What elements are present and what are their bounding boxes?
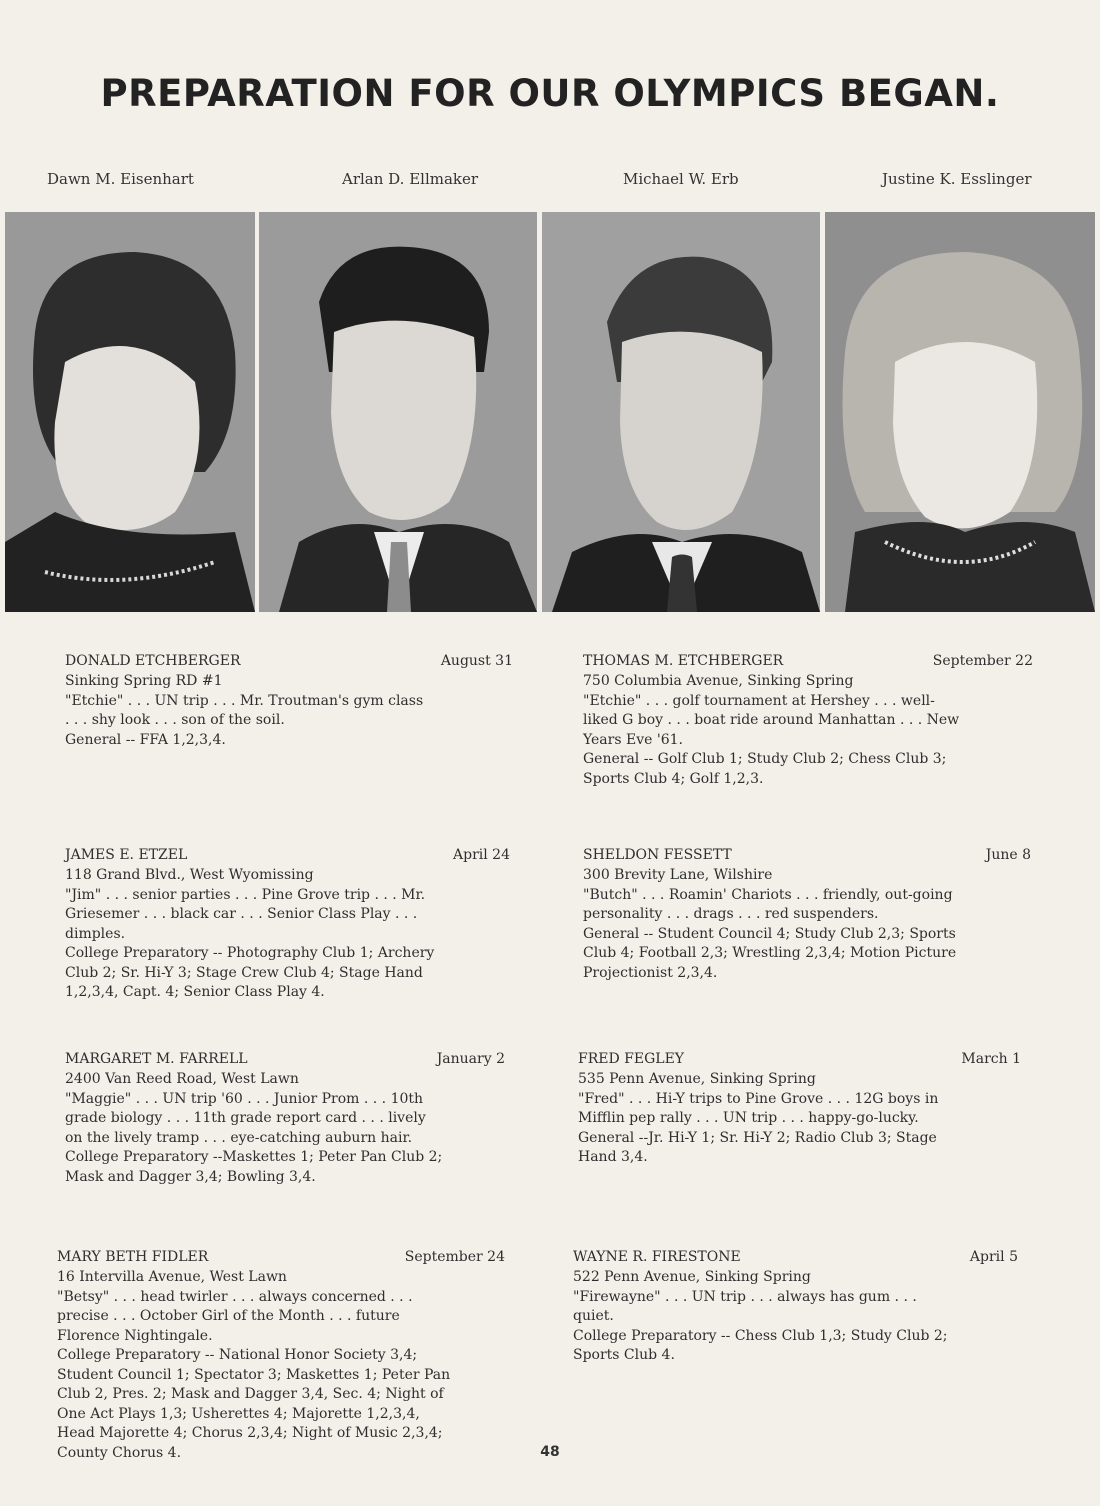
- bio-line: 522 Penn Avenue, Sinking Spring: [573, 1269, 811, 1285]
- bio-line: General --Jr. Hi-Y 1; Sr. Hi-Y 2; Radio Club 3; Stage: [578, 1129, 937, 1146]
- bio-line: College Preparatory -- Chess Club 1,3; Study Club 2;: [573, 1327, 948, 1344]
- bio-entry-right-4: [573, 1248, 1018, 1366]
- bio-line: Projectionist 2,3,4.: [583, 964, 718, 981]
- bio-line: Club 2; Sr. Hi-Y 3; Stage Crew Club 4; Stage Hand: [65, 964, 423, 981]
- bio-line: College Preparatory --Maskettes 1; Peter Pan Club 2;: [65, 1149, 443, 1165]
- bio-line: Club 4; Football 2,3; Wrestling 2,3,4; Motion Picture: [583, 945, 957, 961]
- bio-line: 118 Grand Blvd., West Wyomissing: [65, 867, 314, 883]
- bio-line: College Preparatory -- National Honor Society 3,4;: [57, 1347, 418, 1363]
- bio-date: April 5: [969, 1249, 1018, 1265]
- bio-line: "Fred" . . . Hi-Y trips to Pine Grove . . . 12G boys in: [578, 1090, 939, 1107]
- bio-line: "Jim" . . . senior parties . . . Pine Grove trip . . . Mr.: [65, 886, 426, 903]
- portrait-photo-2: [259, 212, 537, 612]
- bio-name: DONALD ETCHBERGER: [65, 653, 241, 669]
- bio-line: 2400 Van Reed Road, West Lawn: [65, 1071, 299, 1087]
- bio-entry-right-2: [583, 846, 1031, 983]
- bio-line: County Chorus 4.: [57, 1444, 182, 1461]
- bio-line: One Act Plays 1,3; Usherettes 4; Majorette 1,2,3,4,: [57, 1405, 420, 1422]
- portrait-photo-3: [542, 212, 820, 612]
- portrait-photo-1: [5, 212, 255, 612]
- bio-line: Mask and Dagger 3,4; Bowling 3,4.: [65, 1168, 316, 1185]
- bio-line: 300 Brevity Lane, Wilshire: [583, 867, 773, 883]
- bio-line: College Preparatory -- Photography Club 1; Archery: [65, 945, 435, 961]
- bio-line: "Firewayne" . . . UN trip . . . always has gum . . .: [573, 1288, 917, 1305]
- bio-line: dimples.: [65, 925, 126, 942]
- bio-date: April 24: [453, 847, 510, 863]
- bio-line: quiet.: [573, 1308, 614, 1324]
- bio-name: JAMES E. ETZEL: [65, 847, 188, 863]
- bio-entry-left-3: [65, 1050, 505, 1187]
- bio-line: "Maggie" . . . UN trip '60 . . . Junior Prom . . . 10th: [65, 1090, 424, 1107]
- bio-name: FRED FEGLEY: [578, 1051, 685, 1067]
- portrait-name-3: Michael W. Erb: [623, 170, 739, 188]
- bio-entry-left-2: [65, 846, 510, 1003]
- bio-line: Sports Club 4; Golf 1,2,3.: [583, 770, 764, 787]
- bio-entry-right-3: [578, 1050, 1021, 1168]
- bio-line: personality . . . drags . . . red suspenders.: [583, 906, 879, 922]
- bio-line: . . . shy look . . . son of the soil.: [65, 712, 285, 728]
- portrait-row: [0, 212, 1100, 612]
- bio-line: 535 Penn Avenue, Sinking Spring: [578, 1071, 816, 1087]
- page-number: 48: [540, 1444, 560, 1460]
- portrait-name-4: Justine K. Esslinger: [882, 170, 1032, 188]
- bio-date: March 1: [961, 1051, 1021, 1067]
- bio-name: MARY BETH FIDLER: [57, 1249, 209, 1265]
- bio-line: General -- Student Council 4; Study Club 2,3; Sports: [583, 925, 956, 942]
- bio-line: on the lively tramp . . . eye-catching auburn hair.: [65, 1129, 413, 1146]
- bio-line: Sinking Spring RD #1: [65, 673, 223, 689]
- bio-name: WAYNE R. FIRESTONE: [573, 1249, 741, 1265]
- portrait-name-1: Dawn M. Eisenhart: [47, 170, 194, 188]
- bio-line: Head Majorette 4; Chorus 2,3,4; Night of Music 2,3,4;: [57, 1425, 443, 1441]
- portrait-names: [0, 170, 1100, 192]
- bio-entry-left-4: [57, 1248, 505, 1463]
- bio-entry-right-1: [583, 652, 1033, 789]
- bio-entry-left-1: [65, 652, 513, 750]
- bio-line: Hand 3,4.: [578, 1149, 648, 1165]
- bio-line: General -- Golf Club 1; Study Club 2; Chess Club 3;: [583, 751, 947, 767]
- bio-line: Years Eve '61.: [583, 731, 683, 748]
- bio-date: August 31: [440, 653, 513, 669]
- bio-line: precise . . . October Girl of the Month . . . future: [57, 1308, 400, 1324]
- bio-line: "Etchie" . . . golf tournament at Hershey . . . well-: [583, 692, 935, 709]
- bio-line: Griesemer . . . black car . . . Senior Class Play . . .: [65, 906, 418, 922]
- bio-line: 16 Intervilla Avenue, West Lawn: [57, 1269, 287, 1285]
- bio-date: June 8: [985, 847, 1031, 863]
- bio-name: SHELDON FESSETT: [583, 847, 732, 863]
- bio-line: "Butch" . . . Roamin' Chariots . . . friendly, out-going: [583, 886, 953, 903]
- bio-line: liked G boy . . . boat ride around Manhattan . . . New: [583, 712, 960, 728]
- bio-line: Mifflin pep rally . . . UN trip . . . happy-go-lucky.: [578, 1110, 919, 1126]
- bio-line: General -- FFA 1,2,3,4.: [65, 731, 226, 748]
- portrait-photo-4: [825, 212, 1095, 612]
- bio-line: "Etchie" . . . UN trip . . . Mr. Troutman's gym class: [65, 692, 424, 709]
- portrait-name-2: Arlan D. Ellmaker: [342, 170, 479, 188]
- page-title: PREPARATION FOR OUR OLYMPICS BEGAN.: [100, 72, 1000, 115]
- bio-line: grade biology . . . 11th grade report card . . . lively: [65, 1110, 426, 1126]
- bio-name: THOMAS M. ETCHBERGER: [583, 653, 784, 669]
- bio-line: Student Council 1; Spectator 3; Maskettes 1; Peter Pan: [57, 1366, 451, 1383]
- bio-line: Florence Nightingale.: [57, 1327, 213, 1344]
- bio-line: 750 Columbia Avenue, Sinking Spring: [583, 673, 854, 689]
- bio-line: "Betsy" . . . head twirler . . . always concerned . . .: [57, 1288, 413, 1305]
- bio-name: MARGARET M. FARRELL: [65, 1051, 248, 1067]
- bio-line: Sports Club 4.: [573, 1347, 675, 1363]
- bio-date: September 22: [932, 653, 1033, 669]
- bio-date: January 2: [436, 1051, 505, 1067]
- bio-line: Club 2, Pres. 2; Mask and Dagger 3,4, Sec. 4; Night of: [57, 1386, 444, 1402]
- bio-date: September 24: [404, 1249, 505, 1265]
- bio-line: 1,2,3,4, Capt. 4; Senior Class Play 4.: [65, 984, 325, 1000]
